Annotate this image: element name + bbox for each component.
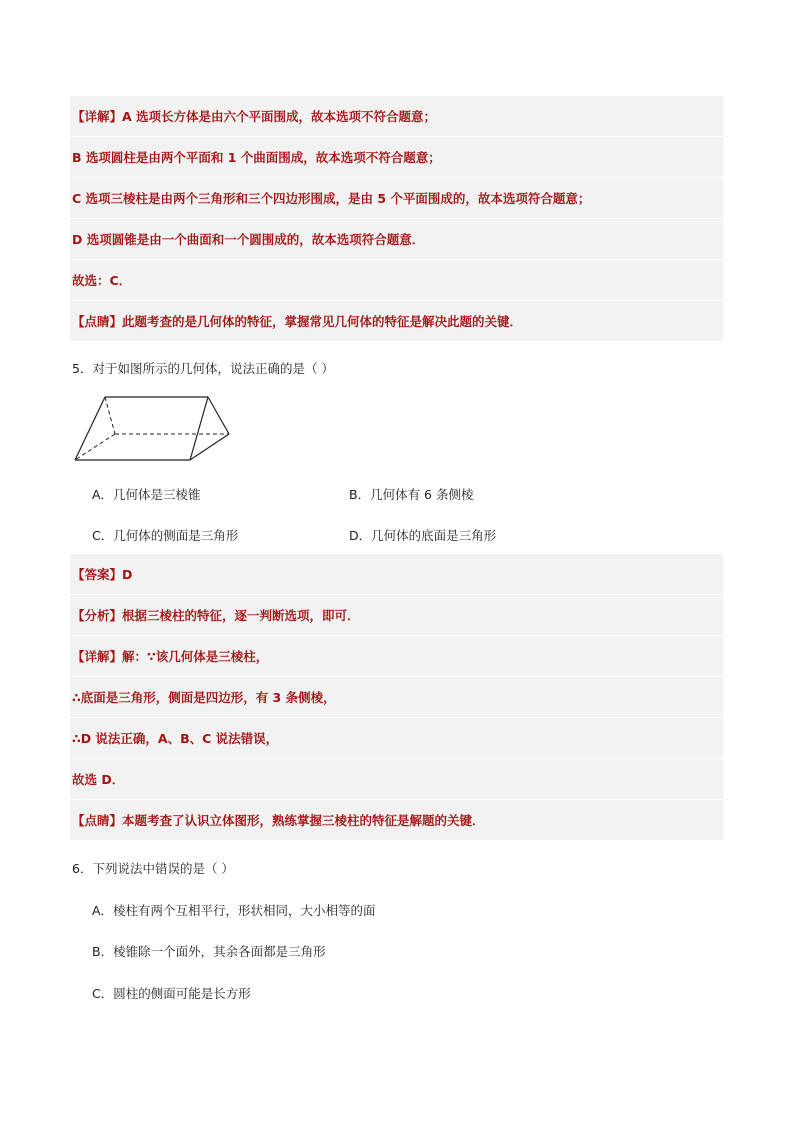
solution-line: 【详解】解：∵该几何体是三棱柱， [70,636,723,677]
q5-option-a: A．几何体是三棱锥 [92,487,201,502]
q6-option-b: B．棱锥除一个面外，其余各面都是三角形 [92,944,326,959]
solution-line: 【点睛】本题考查了认识立体图形，熟练掌握三棱柱的特征是解题的关键． [70,800,723,841]
prism-edge [208,397,229,434]
solution-block-q5 [70,554,723,841]
q5-option-d: D．几何体的底面是三角形 [349,528,497,543]
question-5-stem: 5．对于如图所示的几何体，说法正确的是（ ） [72,361,334,376]
q5-option-c: C．几何体的侧面是三角形 [92,528,239,543]
solution-line: C 选项三棱柱是由两个三角形和三个四边形围成，是由 5 个平面围成的，故本选项符合题意； [70,178,723,219]
q6-option-c: C．圆柱的侧面可能是长方形 [92,986,251,1001]
solution-line: ∴D 说法正确，A、B、C 说法错误， [70,718,723,759]
solution-line: D 选项圆锥是由一个曲面和一个圆围成的，故本选项符合题意． [70,219,723,260]
solution-line: 故选：C． [70,260,723,301]
prism-hidden-edge [105,397,115,434]
solution-line: ∴底面是三角形，侧面是四边形，有 3 条侧棱， [70,677,723,718]
q6-option-a: A．棱柱有两个互相平行，形状相同，大小相等的面 [92,903,376,918]
q5-option-b: B．几何体有 6 条侧棱 [349,487,474,502]
solution-line: 【点睛】此题考查的是几何体的特征，掌握常见几何体的特征是解决此题的关键． [70,301,723,342]
prism-edge [190,397,208,460]
solution-block-q4 [70,96,723,342]
solution-line: 【分析】根据三棱柱的特征，逐一判断选项，即可． [70,595,723,636]
solution-line: B 选项圆柱是由两个平面和 1 个曲面围成，故本选项不符合题意； [70,137,723,178]
solution-line: 【答案】D [70,554,723,595]
question-6-stem: 6．下列说法中错误的是（ ） [72,861,234,876]
solution-line: 【详解】A 选项长方体是由六个平面围成，故本选项不符合题意； [70,96,723,137]
solution-line: 故选 D． [70,759,723,800]
triangular-prism-figure [70,392,240,467]
